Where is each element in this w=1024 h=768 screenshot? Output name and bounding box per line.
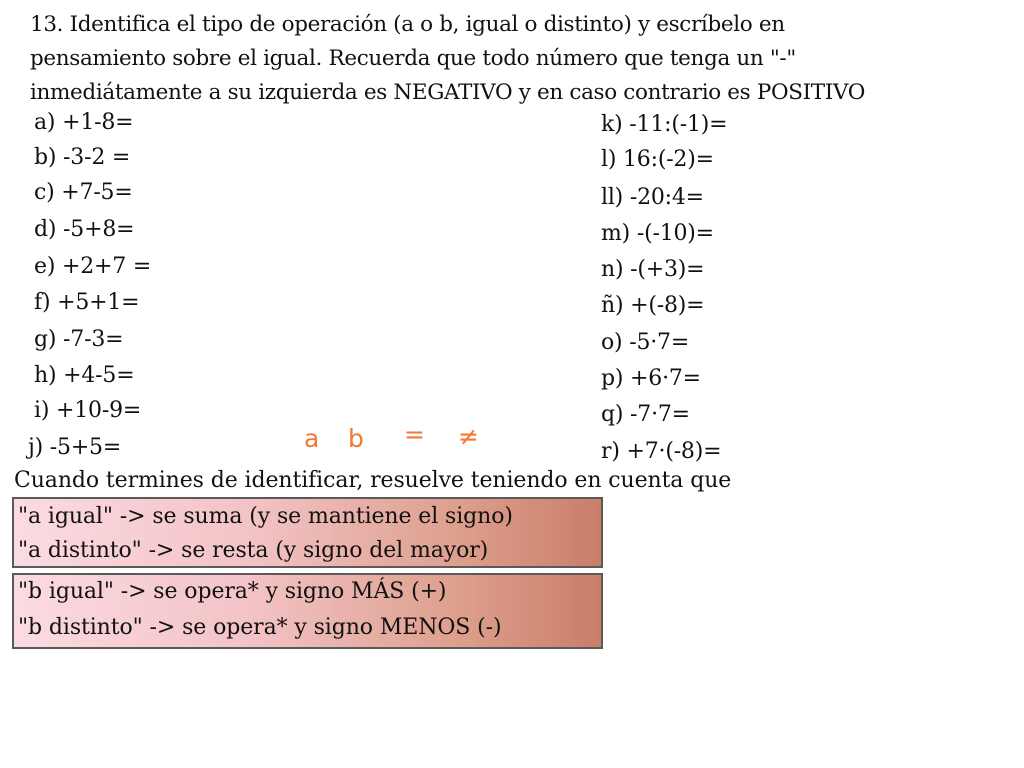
exercise-c: c) +7-5=	[34, 180, 133, 205]
instructions-line-3: inmediátamente a su izquierda es NEGATIVO y en caso contrario es POSITIVO	[30, 80, 865, 105]
exercise-ll: ll) -20:4=	[601, 185, 704, 210]
handwritten-equal: =	[404, 420, 425, 449]
exercise-p: p) +6·7=	[601, 366, 701, 391]
instructions-line-1: 13. Identifica el tipo de operación (a o b, igual o distinto) y escríbelo en	[30, 12, 785, 37]
exercise-i: i) +10-9=	[34, 398, 142, 423]
handwritten-not-equal: ≠	[458, 422, 479, 451]
handwritten-a: a	[304, 424, 320, 453]
exercise-b: b) -3-2 =	[34, 145, 131, 170]
rule-b-igual: "b igual" -> se opera* y signo MÁS (+)	[18, 579, 447, 604]
exercise-g: g) -7-3=	[34, 327, 124, 352]
instructions-paragraph	[30, 8, 1010, 110]
exercise-r: r) +7·(-8)=	[601, 439, 722, 464]
exercise-h: h) +4-5=	[34, 363, 135, 388]
exercise-q: q) -7·7=	[601, 402, 690, 427]
rule-b-distinto: "b distinto" -> se opera* y signo MENOS (-)	[18, 615, 502, 640]
exercise-e: e) +2+7 =	[34, 254, 152, 279]
exercise-j: j) -5+5=	[28, 435, 122, 460]
exercise-d: d) -5+8=	[34, 217, 135, 242]
conclusion-text: Cuando termines de identificar, resuelve teniendo en cuenta que	[14, 468, 732, 493]
exercise-f: f) +5+1=	[34, 290, 140, 315]
handwritten-b: b	[348, 424, 364, 453]
exercise-m: m) -(-10)=	[601, 221, 714, 246]
rules-box-a	[12, 497, 603, 568]
exercise-l: l) 16:(-2)=	[601, 147, 714, 172]
rule-a-distinto: "a distinto" -> se resta (y signo del mayor)	[18, 538, 489, 563]
exercise-o: o) -5·7=	[601, 330, 690, 355]
exercise-a: a) +1-8=	[34, 110, 134, 135]
exercise-n: n) -(+3)=	[601, 257, 705, 282]
instructions-line-2: pensamiento sobre el igual. Recuerda que todo número que tenga un "-"	[30, 46, 796, 71]
rule-a-igual: "a igual" -> se suma (y se mantiene el signo)	[18, 504, 513, 529]
exercise-enie: ñ) +(-8)=	[601, 293, 705, 318]
rules-box-b	[12, 573, 603, 649]
exercise-k: k) -11:(-1)=	[601, 112, 728, 137]
